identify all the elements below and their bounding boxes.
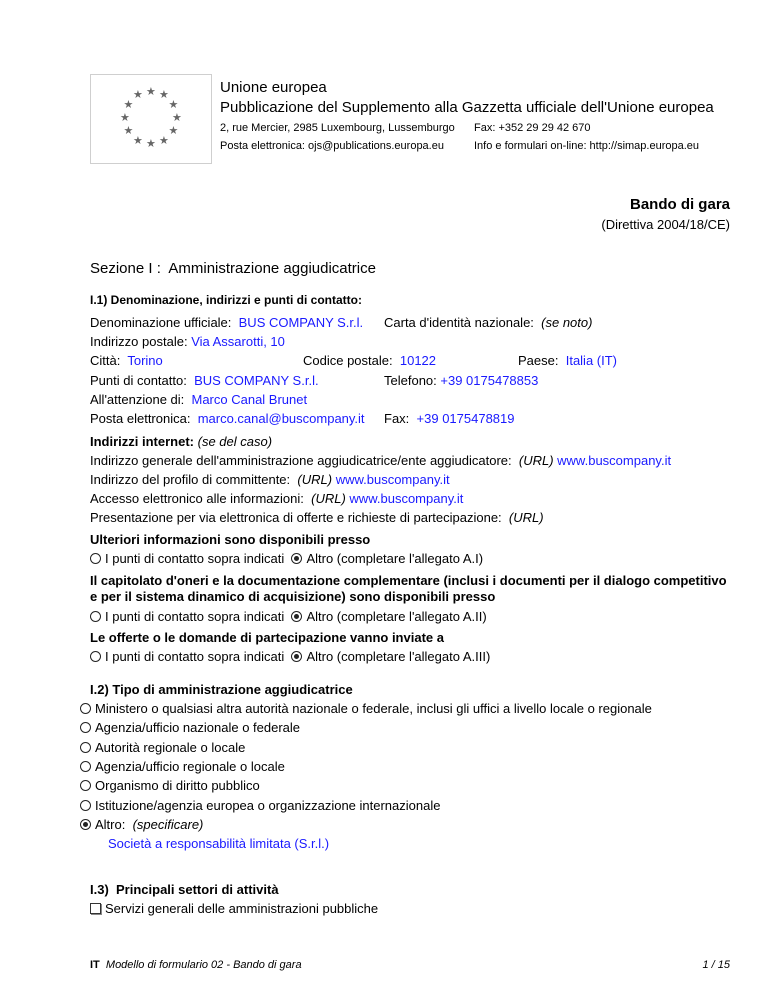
s13-heading: I.3) Principali settori di attività [90, 882, 279, 897]
eu-flag-logo [90, 74, 212, 164]
radio-tenders-contacts[interactable] [90, 651, 101, 662]
star-icon: ★ [159, 89, 169, 102]
fax-row [384, 411, 515, 426]
fax-value: +39 0175478819 [416, 411, 515, 426]
electronic-access-url-hint: (URL) [311, 491, 346, 506]
email-value: marco.canal@buscompany.it [197, 411, 365, 426]
header-publication: Pubblicazione del Supplemento alla Gazzetta ufficiale dell'Unione europea [220, 99, 714, 116]
postal-code-row [303, 353, 436, 368]
star-icon: ★ [146, 138, 156, 150]
star-icon: ★ [123, 125, 134, 137]
internet-heading [90, 434, 272, 449]
postal-address-label: Indirizzo postale: [90, 334, 188, 349]
header-address: 2, rue Mercier, 2985 Luxembourg, Lussemburgo [220, 122, 455, 134]
authority-type-option[interactable] [80, 778, 260, 793]
radio-tenders-other[interactable] [291, 651, 302, 662]
phone-value: +39 0175478853 [440, 373, 539, 388]
email-row [90, 411, 365, 426]
authority-type-label: Autorità regionale o locale [95, 740, 246, 755]
header-org: Unione europea [220, 79, 327, 96]
footer-lang: IT [90, 959, 100, 971]
official-name-value: BUS COMPANY S.r.l. [238, 315, 364, 330]
contact-points-label: Punti di contatto: [90, 373, 187, 388]
further-info-options [90, 551, 483, 566]
authority-other-value: Società a responsabilità limitata (S.r.l.) [108, 836, 330, 851]
authority-type-label: Agenzia/ufficio nazionale o federale [95, 720, 301, 735]
star-icon: ★ [168, 125, 179, 137]
national-id-label: Carta d'identità nazionale: [384, 315, 534, 330]
s12-heading: I.2) Tipo di amministrazione aggiudicatrice [90, 682, 353, 697]
electronic-submission-label: Presentazione per via elettronica di offerte e richieste di partecipazione: [90, 510, 502, 525]
checkbox-activity[interactable] [90, 903, 101, 914]
radio-docs-other[interactable] [291, 611, 302, 622]
internet-label: Indirizzi internet: [90, 434, 194, 449]
radio-docs-contacts[interactable] [90, 611, 101, 622]
city-row [90, 353, 163, 368]
radio-authority-type[interactable] [80, 780, 91, 791]
docs-options [90, 609, 487, 624]
star-icon: ★ [133, 89, 143, 102]
authority-type-option[interactable] [80, 720, 300, 735]
internet-hint: (se del caso) [197, 434, 273, 449]
electronic-submission-url-hint: (URL) [508, 510, 544, 525]
authority-other-label: Altro: [95, 817, 126, 832]
official-name-row [90, 315, 363, 330]
general-address-row [90, 453, 671, 468]
authority-other-hint: (specificare) [132, 817, 204, 832]
radio-authority-type[interactable] [80, 703, 91, 714]
buyer-profile-value: www.buscompany.it [335, 472, 450, 487]
footer-page-number: 1 / 15 [702, 959, 730, 971]
star-icon: ★ [133, 134, 143, 147]
general-address-label: Indirizzo generale dell'amministrazione aggiudicatrice/ente aggiudicatore: [90, 453, 512, 468]
city-value: Torino [127, 353, 163, 368]
further-info-heading: Ulteriori informazioni sono disponibili presso [90, 532, 371, 547]
header-email: Posta elettronica: ojs@publications.europa.eu [220, 140, 444, 152]
authority-type-label: Istituzione/agenzia europea o organizzazione internazionale [95, 798, 441, 813]
star-icon: ★ [172, 112, 182, 124]
attention-row [90, 392, 307, 407]
docs-other-label: Altro (completare l'allegato A.II) [306, 609, 487, 624]
phone-row [384, 373, 538, 388]
electronic-submission-row [90, 510, 544, 525]
tenders-contacts-label: I punti di contatto sopra indicati [105, 649, 285, 664]
star-icon: ★ [168, 99, 179, 111]
city-label: Città: [90, 353, 121, 368]
further-other-label: Altro (completare l'allegato A.I) [306, 551, 484, 566]
attention-label: All'attenzione di: [90, 392, 185, 407]
postal-code-value: 10122 [399, 353, 437, 368]
header-info: Info e formulari on-line: http://simap.europa.eu [474, 140, 700, 152]
docs-heading-line1: Il capitolato d'oneri e la documentazione complementare (inclusi i documenti per il dialogo competitivo [90, 573, 727, 588]
star-icon: ★ [146, 86, 156, 98]
national-id-row [384, 315, 592, 330]
email-label: Posta elettronica: [90, 411, 191, 426]
header-fax: Fax: +352 29 29 42 670 [474, 122, 591, 134]
country-label: Paese: [518, 353, 559, 368]
radio-authority-type[interactable] [80, 722, 91, 733]
radio-further-other[interactable] [291, 553, 302, 564]
contact-points-row [90, 373, 319, 388]
radio-authority-other[interactable] [80, 819, 91, 830]
electronic-access-value: www.buscompany.it [349, 491, 464, 506]
tenders-other-label: Altro (completare l'allegato A.III) [306, 649, 491, 664]
radio-further-contacts[interactable] [90, 553, 101, 564]
electronic-access-label: Accesso elettronico alle informazioni: [90, 491, 304, 506]
general-address-value: www.buscompany.it [557, 453, 672, 468]
phone-label: Telefono: [384, 373, 437, 388]
star-icon: ★ [159, 134, 169, 147]
star-icon: ★ [120, 112, 130, 124]
postal-code-label: Codice postale: [303, 353, 393, 368]
general-address-url-hint: (URL) [518, 453, 554, 468]
electronic-access-row [90, 491, 463, 506]
tenders-heading: Le offerte o le domande di partecipazione vanno inviate a [90, 630, 444, 645]
activity-label: Servizi generali delle amministrazioni pubbliche [105, 901, 379, 916]
doc-title: Bando di gara [629, 196, 730, 213]
fax-label: Fax: [384, 411, 410, 426]
postal-address-value: Via Assarotti, 10 [191, 334, 285, 349]
docs-heading-line2: e per il sistema dinamico di acquisizione) sono disponibili presso [90, 589, 496, 604]
star-icon: ★ [123, 99, 134, 111]
authority-type-option[interactable] [80, 798, 440, 813]
authority-type-option[interactable] [80, 701, 652, 716]
further-contacts-label: I punti di contatto sopra indicati [105, 551, 285, 566]
buyer-profile-label: Indirizzo del profilo di committente: [90, 472, 291, 487]
footer-form [90, 959, 302, 971]
radio-authority-type[interactable] [80, 761, 91, 772]
national-id-hint: (se noto) [541, 315, 593, 330]
authority-type-option[interactable] [80, 759, 285, 774]
authority-type-label: Agenzia/ufficio regionale o locale [95, 759, 285, 774]
authority-type-label: Ministero o qualsiasi altra autorità nazionale o federale, inclusi gli uffici a livello locale o regionale [95, 701, 652, 716]
authority-type-label: Organismo di diritto pubblico [95, 778, 260, 793]
buyer-profile-url-hint: (URL) [297, 472, 333, 487]
radio-authority-type[interactable] [80, 742, 91, 753]
postal-address-row [90, 334, 285, 349]
buyer-profile-row [90, 472, 450, 487]
official-name-label: Denominazione ufficiale: [90, 315, 232, 330]
tenders-options [90, 649, 490, 664]
activity-option[interactable] [90, 901, 378, 916]
radio-authority-type[interactable] [80, 800, 91, 811]
section-title: Sezione I : Amministrazione aggiudicatrice [90, 260, 376, 277]
attention-value: Marco Canal Brunet [191, 392, 308, 407]
contact-points-value: BUS COMPANY S.r.l. [194, 373, 319, 388]
doc-directive: (Direttiva 2004/18/CE) [601, 217, 730, 232]
authority-type-option[interactable] [80, 740, 245, 755]
country-value: Italia (IT) [565, 353, 618, 368]
docs-contacts-label: I punti di contatto sopra indicati [105, 609, 285, 624]
s11-heading: I.1) Denominazione, indirizzi e punti di contatto: [90, 293, 362, 307]
authority-type-other[interactable] [80, 817, 203, 832]
country-row [518, 353, 617, 368]
footer-form-name: Modello di formulario 02 - Bando di gara [105, 959, 302, 971]
